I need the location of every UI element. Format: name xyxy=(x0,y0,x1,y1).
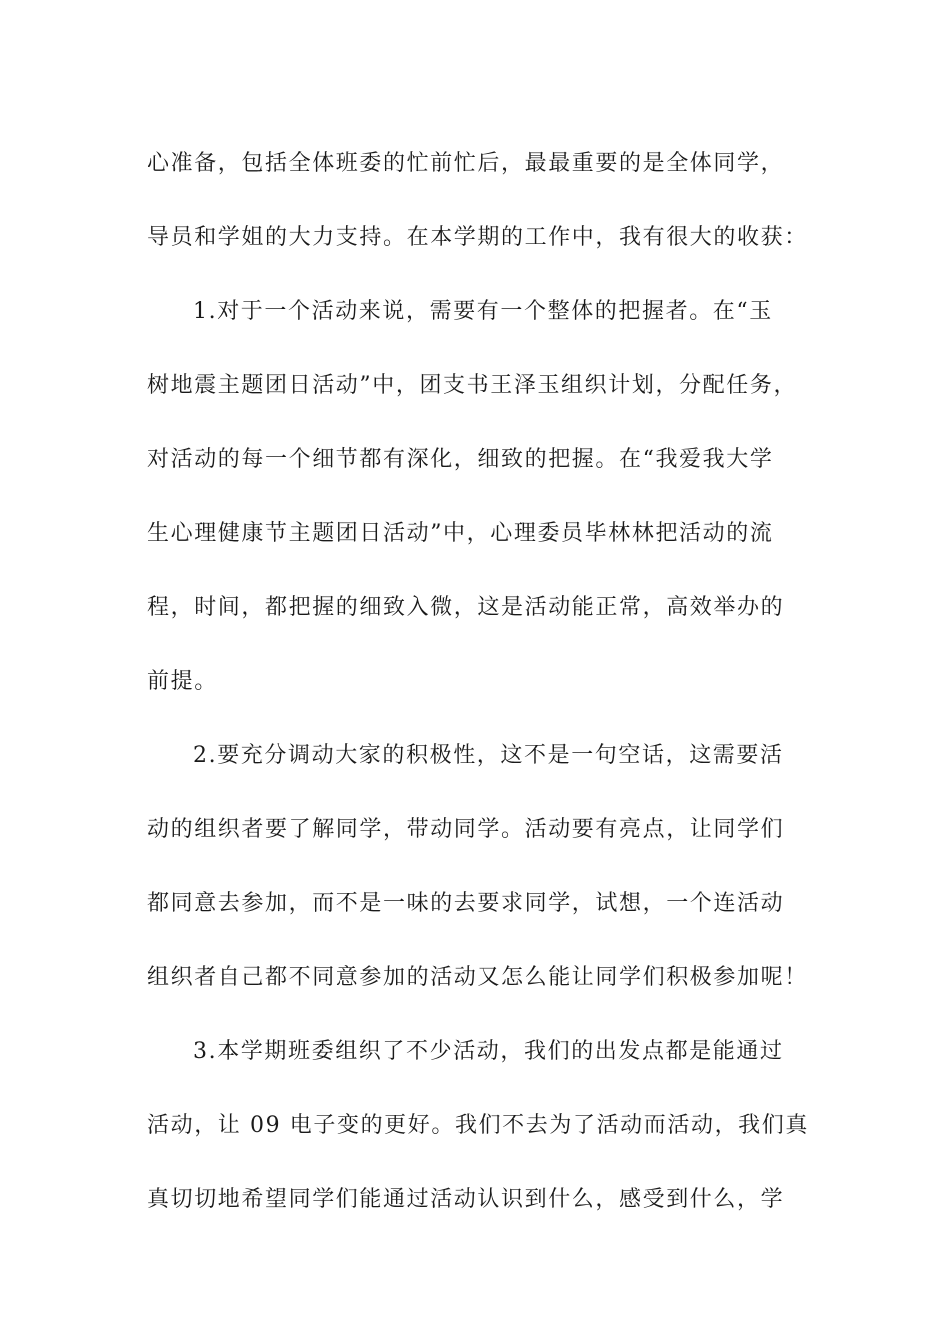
paragraph-start-line: 1.对于一个活动来说，需要有一个整体的把握者。在“玉 xyxy=(193,299,773,324)
text-line: 对活动的每一个细节都有深化，细致的把握。在“我爱我大学 xyxy=(147,447,774,472)
text-line: 导员和学姐的大力支持。在本学期的工作中，我有很大的收获： xyxy=(147,225,808,250)
text-line: 组织者自己都不同意参加的活动又怎么能让同学们积极参加呢！ xyxy=(147,965,808,990)
text-line: 程，时间，都把握的细致入微，这是活动能正常，高效举办的 xyxy=(147,595,785,620)
paragraph-start-line: 2.要充分调动大家的积极性，这不是一句空话，这需要活 xyxy=(193,743,784,768)
text-line: 真切切地希望同学们能通过活动认识到什么，感受到什么，学 xyxy=(147,1187,785,1212)
text-line: 生心理健康节主题团日活动”中，心理委员毕林林把活动的流 xyxy=(147,521,774,546)
text-line: 前提。 xyxy=(147,669,218,694)
paragraph-start-line: 3.本学期班委组织了不少活动，我们的出发点都是能通过 xyxy=(193,1039,784,1064)
text-line: 动的组织者要了解同学，带动同学。活动要有亮点，让同学们 xyxy=(147,817,785,842)
text-line: 树地震主题团日活动”中，团支书王泽玉组织计划，分配任务， xyxy=(147,373,798,398)
text-line: 都同意去参加，而不是一味的去要求同学，试想，一个连活动 xyxy=(147,891,785,916)
text-line: 心准备，包括全体班委的忙前忙后，最最重要的是全体同学， xyxy=(147,151,785,176)
document-body xyxy=(147,127,807,1237)
text-line: 活动，让 09 电子变的更好。我们不去为了活动而活动，我们真 xyxy=(147,1113,809,1138)
